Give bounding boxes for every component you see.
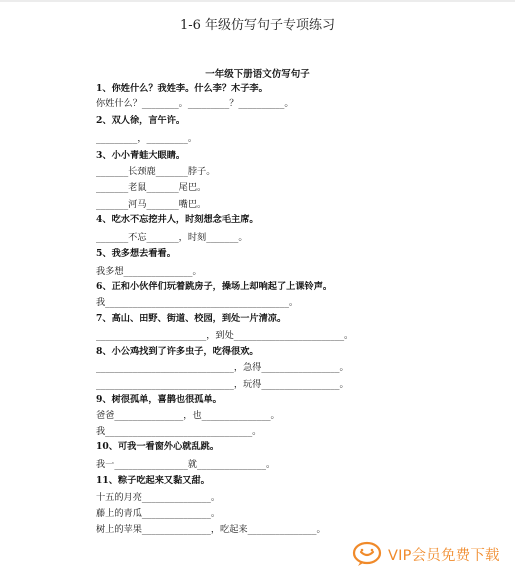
document-title: 1-6 年级仿写句子专项练习 — [179, 18, 336, 33]
exercise-blank-line: 我________________________________________。 — [96, 297, 299, 308]
watermark-text: VIP会员免费下载 — [388, 547, 500, 564]
exercise-prompt: 8、小公鸡找到了许多虫子，吃得很欢。 — [96, 346, 259, 357]
chat-bubble-icon — [352, 541, 382, 567]
exercise-prompt: 11、粽子吃起来又黏又甜。 — [96, 475, 210, 486]
vip-watermark — [352, 541, 500, 567]
exercise-blank-line: 爸爸_______________，也_______________。 — [96, 410, 280, 421]
exercise-blank-line: 我一________________就_______________。 — [96, 459, 276, 470]
exercise-blank-line: 你姓什么？________。_________？__________。 — [96, 98, 294, 109]
exercise-blank-line: _______长颈鹿_______脖子。 — [96, 166, 216, 177]
exercise-blank-line: 我多想_______________。 — [96, 266, 202, 277]
exercise-blank-line: ______________________________，玩得_________________。 — [96, 379, 349, 390]
exercise-prompt: 6、正和小伙伴们玩着跳房子，操场上却响起了上课铃声。 — [96, 281, 333, 292]
exercise-blank-line: _______老鼠_______尾巴。 — [96, 182, 207, 193]
exercise-prompt: 1、你姓什么？我姓李。什么李？木子李。 — [96, 83, 268, 94]
exercise-blank-line: 藤上的青瓜_______________。 — [96, 508, 221, 519]
exercise-prompt: 10、可我一看窗外心就乱跳。 — [96, 441, 220, 452]
exercise-blank-line: 我________________________________。 — [96, 426, 262, 437]
section-subtitle: 一年级下册语文仿写句子 — [205, 69, 310, 80]
exercise-prompt: 9、树很孤单，喜鹊也很孤单。 — [96, 394, 222, 405]
exercise-prompt: 7、高山、田野、街道、校园，到处一片清凉。 — [96, 313, 287, 324]
exercise-blank-line: 十五的月亮_______________。 — [96, 492, 221, 503]
exercise-blank-line: _______不忘_______，时刻_______。 — [96, 232, 248, 243]
exercise-blank-line: ________________________，到处________________________。 — [96, 330, 354, 341]
exercise-blank-line: _______河马_______嘴巴。 — [96, 199, 207, 210]
page-top-edge — [0, 0, 515, 2]
exercise-prompt: 2、双人徐，言午许。 — [96, 115, 186, 126]
exercise-blank-line: _________，_________。 — [96, 133, 198, 144]
exercise-prompt: 4、吃水不忘挖井人，时刻想念毛主席。 — [96, 214, 259, 225]
exercise-prompt: 3、小小青蛙大眼睛。 — [96, 150, 186, 161]
exercise-blank-line: ______________________________，急得_________________。 — [96, 362, 349, 373]
exercise-prompt: 5、我多想去看看。 — [96, 248, 176, 259]
exercise-blank-line: 树上的苹果_______________，吃起来_______________。 — [96, 524, 326, 535]
